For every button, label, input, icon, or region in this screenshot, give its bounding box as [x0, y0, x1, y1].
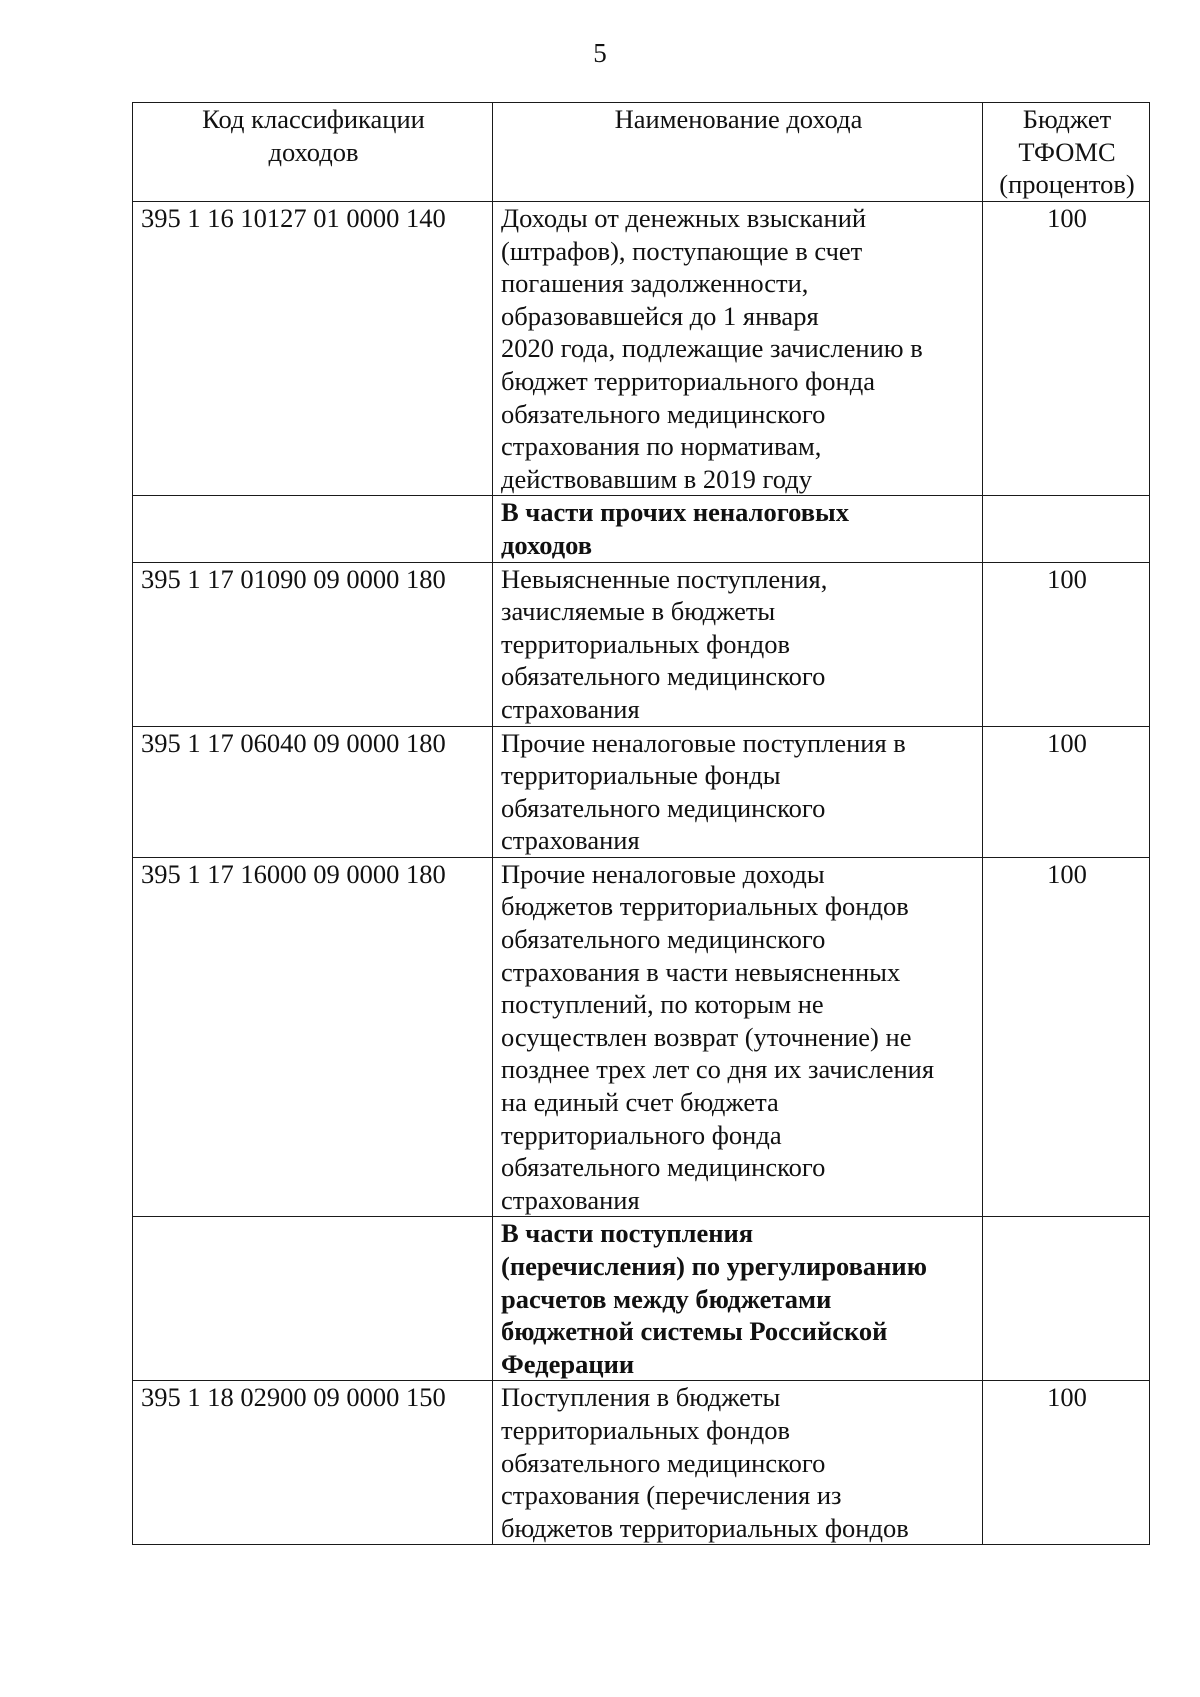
row-code: 395 1 16 10127 01 0000 140	[133, 202, 493, 496]
row-code	[133, 1217, 493, 1381]
header-name-line: Наименование дохода	[614, 104, 863, 134]
row-name-line: обязательного медицинского	[501, 924, 826, 955]
row-name-line: Доходы от денежных взысканий	[501, 203, 867, 233]
table-row	[133, 857, 1150, 1217]
row-code: 395 1 17 16000 09 0000 180	[133, 857, 493, 1217]
row-name-line: страхования по нормативам,	[501, 431, 822, 462]
header-name	[493, 103, 983, 202]
row-name	[493, 202, 983, 496]
section-heading	[493, 1217, 983, 1381]
row-name-line: на единый счет бюджета	[501, 1087, 779, 1118]
row-name-line: бюджетов территориальных фондов	[501, 1512, 909, 1543]
header-percent	[983, 103, 1150, 202]
header-code-line: Код классификации	[202, 104, 425, 134]
row-name-line: территориального фонда	[501, 1119, 782, 1150]
section-heading-line: В части прочих неналоговых	[501, 497, 849, 528]
row-name-line: территориальных фондов	[501, 628, 790, 659]
table-row	[133, 1381, 1150, 1545]
income-classification-table	[132, 102, 1150, 1545]
row-name-line: осуществлен возврат (уточнение) не	[501, 1021, 912, 1052]
row-percent: 100	[983, 202, 1150, 496]
row-name-line: позднее трех лет со дня их зачисления	[501, 1054, 935, 1085]
row-percent: 100	[983, 726, 1150, 857]
row-name-line: обязательного медицинского	[501, 1447, 826, 1478]
header-percent-line: (процентов)	[999, 169, 1135, 200]
header-percent-line: ТФОМС	[1018, 136, 1116, 167]
row-name-line: территориальные фонды	[501, 760, 781, 791]
row-code: 395 1 17 01090 09 0000 180	[133, 562, 493, 726]
row-name-line: обязательного медицинского	[501, 661, 826, 692]
header-code	[133, 103, 493, 202]
row-name-line: страхования	[501, 693, 640, 724]
row-code	[133, 496, 493, 562]
row-percent: 100	[983, 562, 1150, 726]
row-name-line: обязательного медицинского	[501, 792, 826, 823]
row-percent	[983, 496, 1150, 562]
row-name	[493, 1381, 983, 1545]
row-name-line: страхования (перечисления из	[501, 1480, 842, 1511]
row-name	[493, 726, 983, 857]
row-name-line: обязательного медицинского	[501, 398, 826, 429]
section-heading-line: Федерации	[501, 1348, 635, 1379]
section-heading	[493, 496, 983, 562]
row-name-line: образовавшейся до 1 января	[501, 300, 819, 331]
row-name-line: действовавшим в 2019 году	[501, 463, 812, 494]
row-code: 395 1 17 06040 09 0000 180	[133, 726, 493, 857]
row-percent: 100	[983, 1381, 1150, 1545]
row-code: 395 1 18 02900 09 0000 150	[133, 1381, 493, 1545]
row-percent: 100	[983, 857, 1150, 1217]
table-section-row	[133, 1217, 1150, 1381]
section-heading-line: бюджетной системы Российской	[501, 1316, 888, 1347]
row-name-line: поступлений, по которым не	[501, 989, 824, 1020]
header-code-line: доходов	[268, 136, 359, 167]
section-heading-line: (перечисления) по урегулированию	[501, 1251, 927, 1281]
row-name-line: Поступления в бюджеты	[501, 1382, 781, 1413]
row-name-line: бюджет территориального фонда	[501, 365, 875, 396]
row-name-line: страхования в части невыясненных	[501, 956, 901, 987]
section-heading-line: расчетов между бюджетами	[501, 1283, 832, 1314]
table-header-row	[133, 103, 1150, 202]
row-name-line: бюджетов территориальных фондов	[501, 891, 909, 922]
section-heading-line: В части поступления	[501, 1218, 754, 1249]
row-name-line: Прочие неналоговые доходы	[501, 858, 825, 889]
row-name-line: Прочие неналоговые поступления в	[501, 727, 906, 758]
section-heading-line: доходов	[501, 529, 593, 560]
row-name-line: зачисляемые в бюджеты	[501, 596, 776, 627]
row-name-line: страхования	[501, 1184, 640, 1215]
row-name-line: 2020 года, подлежащие зачислению в	[501, 333, 923, 364]
header-percent-line: Бюджет	[1022, 104, 1112, 134]
table-section-row	[133, 496, 1150, 562]
row-name	[493, 857, 983, 1217]
page-number: 5	[593, 38, 607, 68]
table-row	[133, 202, 1150, 496]
row-name	[493, 562, 983, 726]
row-name-line: страхования	[501, 825, 640, 856]
row-name-line: территориальных фондов	[501, 1414, 790, 1445]
row-name-line: (штрафов), поступающие в счет	[501, 235, 863, 266]
table-row	[133, 562, 1150, 726]
table-row	[133, 726, 1150, 857]
row-name-line: обязательного медицинского	[501, 1152, 826, 1183]
row-name-line: Невыясненные поступления,	[501, 563, 828, 594]
row-percent	[983, 1217, 1150, 1381]
row-name-line: погашения задолженности,	[501, 268, 809, 299]
